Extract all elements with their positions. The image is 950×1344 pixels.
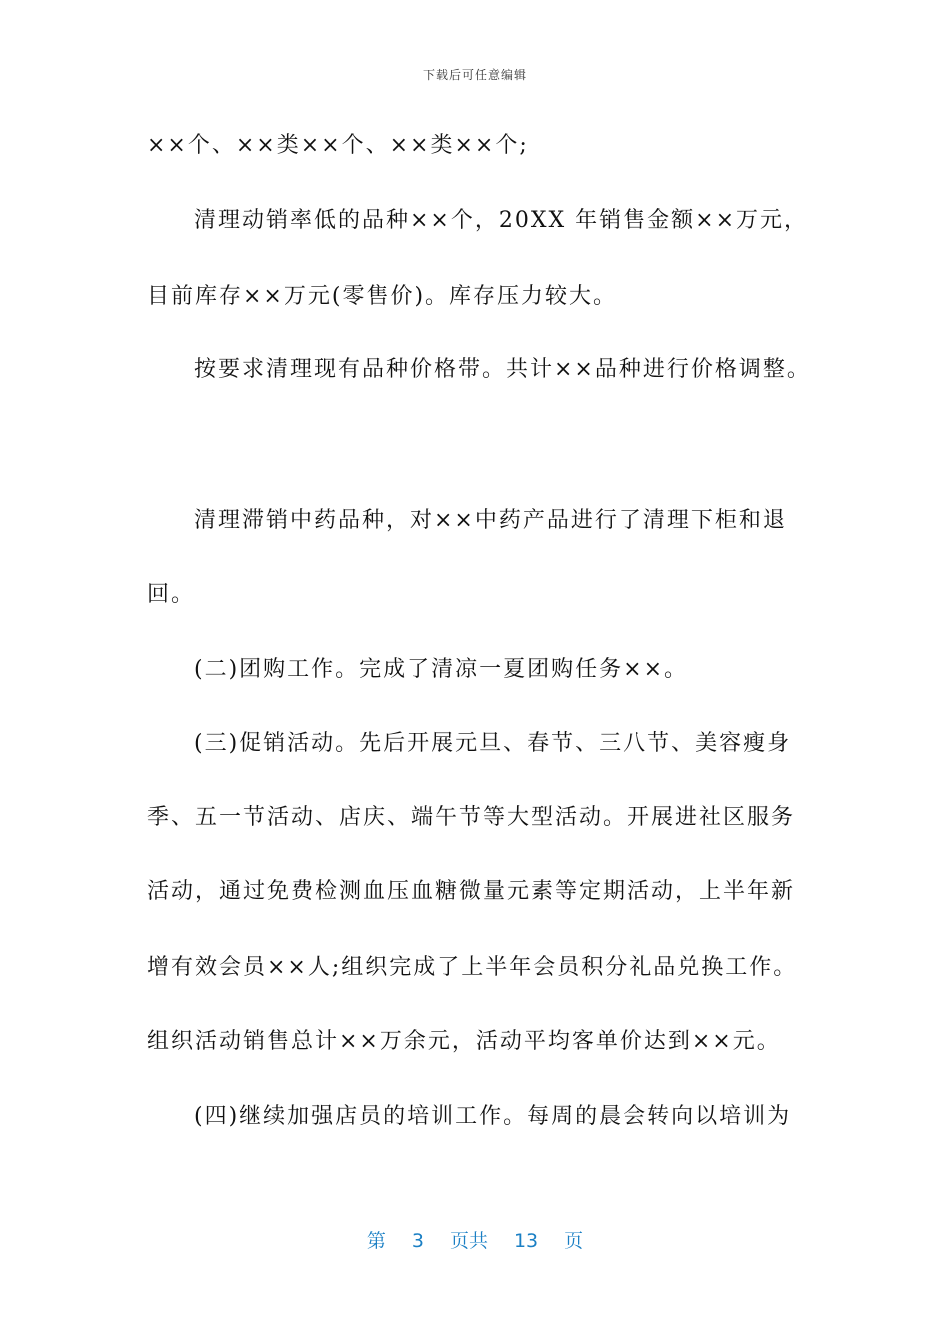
body-line-4: 按要求清理现有品种价格带。共计××品种进行价格调整。: [194, 357, 811, 382]
footer-prefix: 第: [366, 1230, 386, 1252]
body-line-11: 增有效会员××人;组织完成了上半年会员积分礼品兑换工作。: [147, 955, 798, 980]
body-line-3: 目前库存××万元(零售价)。库存压力较大。: [147, 284, 618, 309]
page-footer: [0, 1226, 950, 1253]
page-header: 下载后可任意编辑: [422, 68, 527, 82]
body-line-6: 回。: [147, 582, 196, 607]
body-line-7: (二)团购工作。完成了清凉一夏团购任务××。: [194, 657, 689, 682]
body-line-1: ××个、××类××个、××类××个;: [147, 133, 529, 158]
footer-page-number: 3: [411, 1230, 424, 1252]
footer-suffix: 页: [564, 1230, 584, 1252]
body-line-8: (三)促销活动。先后开展元旦、春节、三八节、美容瘦身: [194, 731, 792, 756]
footer-total-pages: 13: [513, 1230, 539, 1252]
footer-middle: 页共: [449, 1230, 488, 1252]
body-line-13: (四)继续加强店员的培训工作。每周的晨会转向以培训为: [194, 1104, 792, 1129]
body-line-9: 季、五一节活动、店庆、端午节等大型活动。开展进社区服务: [147, 805, 796, 830]
body-line-2: 清理动销率低的品种××个，20XX 年销售金额××万元，: [194, 208, 809, 233]
body-line-10: 活动，通过免费检测血压血糖微量元素等定期活动，上半年新: [147, 879, 796, 904]
body-line-12: 组织活动销售总计××万余元，活动平均客单价达到××元。: [147, 1029, 781, 1054]
body-line-5: 清理滞销中药品种，对××中药产品进行了清理下柜和退: [194, 508, 787, 533]
